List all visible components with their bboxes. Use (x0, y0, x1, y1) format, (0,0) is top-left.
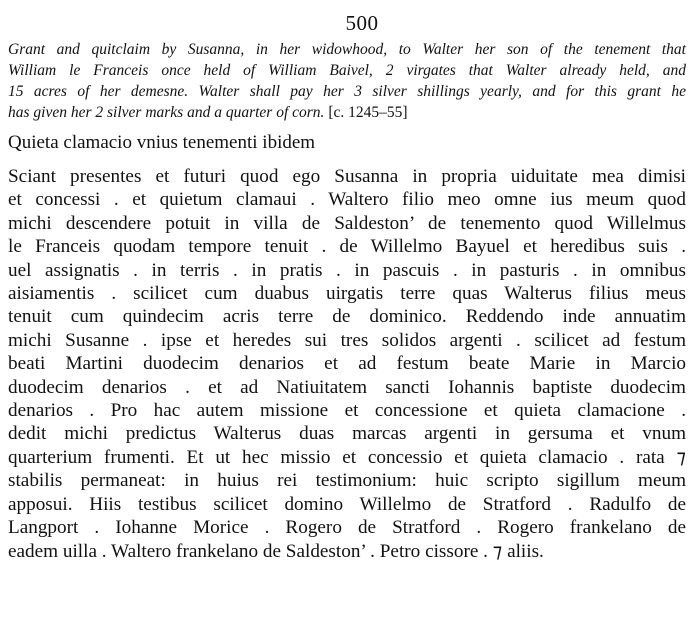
body-line: dedit michi predictus Walterus duas marcas argenti in gersuma et vnum (8, 423, 686, 445)
body-line: michi Susanne . ipse et heredes sui tres solidos argenti . scilicet ad festum (8, 329, 686, 351)
summary-line: 15 acres of her demesne. Walter shall pay her 3 silver shillings yearly, and for this grant he (8, 83, 686, 100)
document-body (8, 165, 686, 563)
body-line: apposui. Hiis testibus scilicet domino Willelmo de Stratford . Radulfo de (8, 493, 686, 515)
summary-line-last (8, 102, 686, 123)
body-line: et concessi . et quietum clamaui . Waltero filio meo omne ius meum quod (8, 189, 686, 211)
body-line: Langport . Iohanne Morice . Rogero de Stratford . Rogero frankelano de (8, 517, 686, 539)
body-line: quarterium frumenti. Et ut hec missio et concessio et quieta clamacio . rata ⁊ (8, 446, 686, 468)
body-line: tenuit cum quindecim acris terre de dominico. Reddendo inde annuatim (8, 306, 686, 328)
body-line: denarios . Pro hac autem missione et concessione et quieta clamacione . (8, 400, 686, 422)
body-line: michi descendere potuit in villa de Saldeston’ de tenemento quod Willelmus (8, 212, 686, 234)
document-summary (8, 39, 686, 123)
summary-line: Grant and quitclaim by Susanna, in her widowhood, to Walter her son of the tenement that (8, 41, 686, 58)
document-title: Quieta clamacio vnius tenementi ibidem (8, 132, 316, 153)
body-line: le Franceis quodam tempore tenuit . de Willelmo Bayuel et heredibus suis . (8, 236, 686, 258)
page-number: 500 (345, 11, 379, 35)
body-line: uel assignatis . in terris . in pratis . in pascuis . in pasturis . in omnibus (8, 259, 686, 281)
summary-line: William le Franceis once held of William Baivel, 2 virgates that Walter already held, and (8, 62, 686, 79)
body-line: beati Martini duodecim denarios et ad festum beate Marie in Marcio (8, 353, 686, 375)
body-line: Sciant presentes et futuri quod ego Susanna in propria uiduitate mea dimisi (8, 166, 686, 187)
body-line: aisiamentis . scilicet cum duabus uirgatis terre quas Walterus filius meus (8, 283, 686, 305)
body-line-last: eadem uilla . Waltero frankelano de Saldeston’ . Petro cissore . ⁊ aliis. (8, 540, 544, 562)
body-line: stabilis permaneat: in huius rei testimonium: huic scripto sigillum meum (8, 470, 686, 492)
body-line: duodecim denarios . et ad Natiuitatem sancti Iohannis baptiste duodecim (8, 376, 686, 398)
summary-line-text: has given her 2 silver marks and a quarter of corn. (8, 104, 325, 121)
summary-date: [c. 1245–55] (328, 104, 408, 121)
